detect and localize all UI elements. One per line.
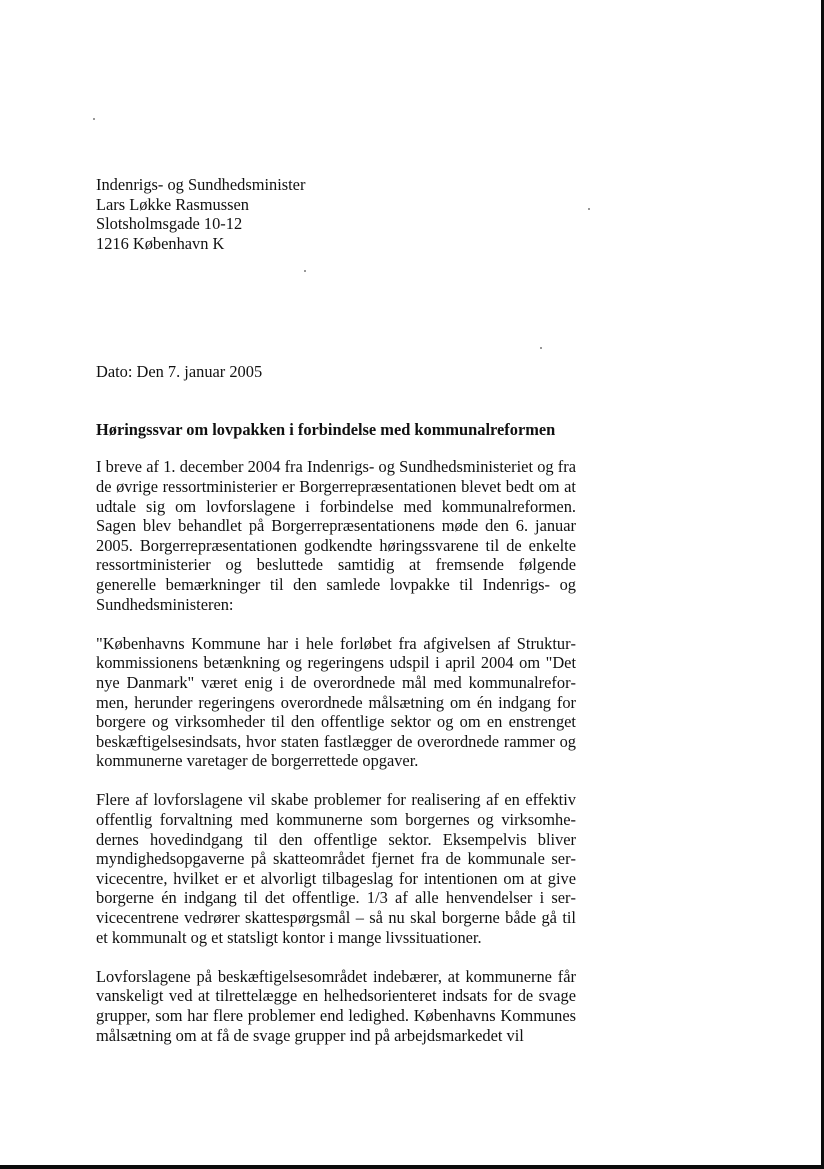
body-paragraph-employment: Lovforslagene på beskæftigelsesområdet indebærer, at kommunerne får vanskeligt ved at tilrettelægge en helhedsorienteret indsats for de svage grupper, som har flere problemer end ledighed. Københavns Kommunes målsætning om at få de svage grupper ind på arbejdsmarkedet vil (96, 966, 576, 1045)
letter-date: Dato: Den 7. januar 2005 (96, 362, 263, 382)
letter-subject: Høringssvar om lovpakken i forbindelse med kommunalreformen (96, 420, 556, 440)
recipient-city: 1216 København K (96, 233, 225, 253)
scan-frame-bottom-edge (0, 1165, 824, 1169)
recipient-title: Indenrigs- og Sundhedsminister (96, 175, 306, 194)
body-paragraph-intro: I breve af 1. december 2004 fra Indenrigs- og Sundhedsministeriet og fra de øvrige ressortministerier er Borgerrepræsentationen blevet bedt om at udtale sig om lovforslagene i forbindelse med kommunalreformen. Sagen blev behandlet på Borgerrepræsentationens møde den 6. januar 2005. Borgerrepræsentationen godkendte høringssvarene til de enkelte ressortministerier og besluttede samtidig at fremsende følgende generelle bemærkninger til den samlede lovpakke til Indenrigs- og Sundhedsministeren: (96, 457, 576, 614)
scan-speck (588, 208, 590, 210)
recipient-street: Slotsholmsgade 10-12 (96, 214, 243, 234)
scan-speck (93, 118, 95, 120)
body-paragraph-quote-start: "Københavns Kommune har i hele forløbet fra afgivelsen af Strukturkommissionens betænkning og regeringens udspil i april 2004 om "Det nye Danmark" været enig i de overordnede mål med kommunalreformen, herunder regeringens overordnede målsætning om én indgang for borgere og virksomheder til den offentlige sektor og om en enstrenget beskæftigelsesindsats, hvor staten fastlægger de overordnede rammer og kommunerne varetager de borgerrettede opgaver. (96, 633, 576, 771)
recipient-address (96, 175, 576, 253)
body-paragraph-problems: Flere af lovforslagene vil skabe problemer for realisering af en effektiv offentlig forvaltning med kommunerne som borgernes og virksomhedernes hovedindgang til den offentlige sektor. Eksempelvis bliver myndighedsopgaverne på skatteområdet fjernet fra de kommunale servicecentre, hvilket er et alvorligt tilbageslag for intentionen om at give borgerne én indgang til det offentlige. 1/3 af alle henvendelser i servicecentrene vedrører skattespørgsmål – så nu skal borgerne både gå til et kommunalt og et statsligt kontor i mange livssituationer. (96, 790, 576, 947)
letter-body (96, 175, 576, 1045)
recipient-name: Lars Løkke Rasmussen (96, 194, 249, 214)
